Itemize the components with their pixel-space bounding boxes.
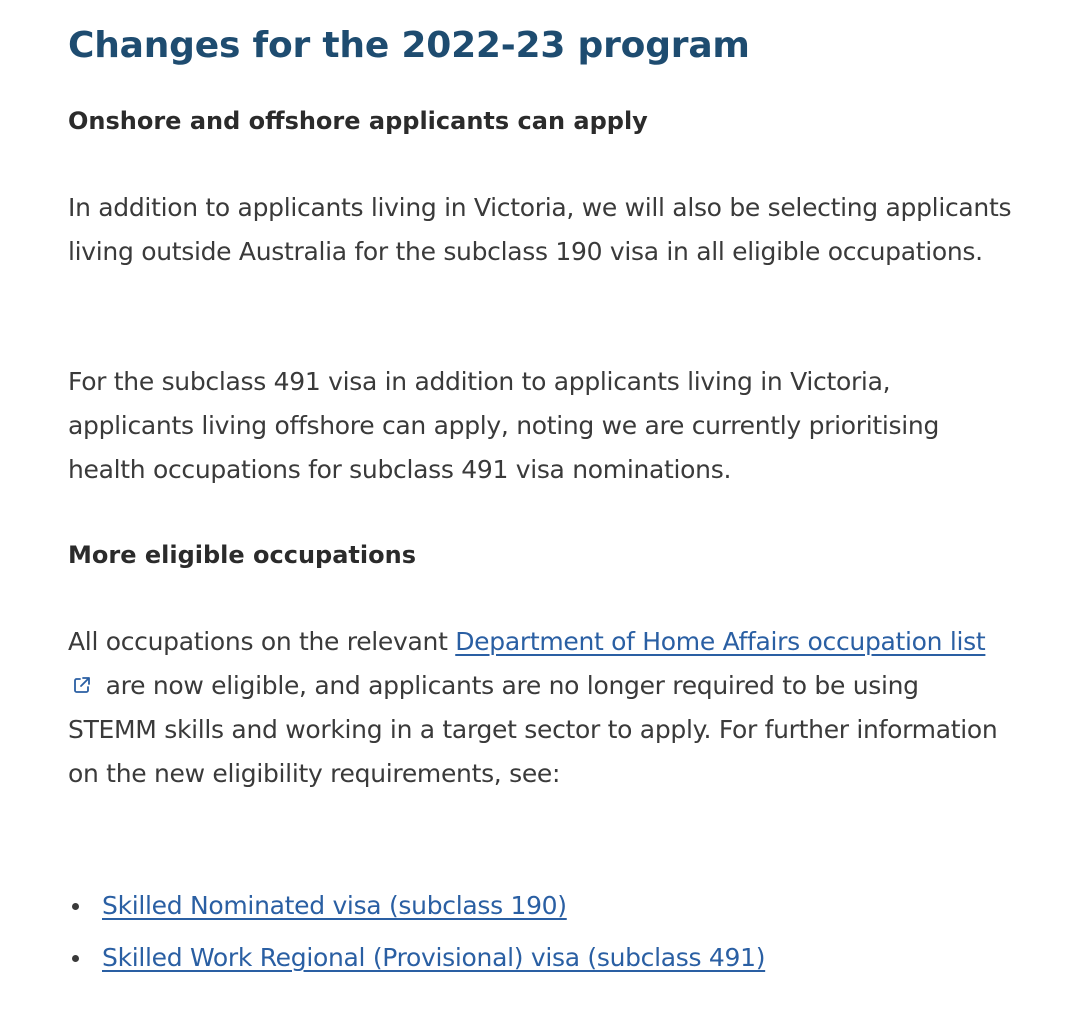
section-heading-eligible-occupations: More eligible occupations — [68, 541, 416, 569]
visa-links-list — [66, 880, 765, 984]
paragraph-subclass-491: For the subclass 491 visa in addition to applicants living in Victoria, applicants living offshore can apply, noting we are currently prioritising health occupations for subclass 491 visa nominations. — [68, 367, 940, 484]
home-affairs-occupation-list-link-label: Department of Home Affairs occupation list — [455, 627, 986, 656]
bullet-icon — [72, 955, 79, 962]
paragraph-occupations — [68, 620, 1013, 796]
paragraph-occupations-text-before: All occupations on the relevant — [68, 627, 456, 656]
section-heading-onshore-offshore: Onshore and offshore applicants can apply — [68, 107, 648, 135]
list-item — [66, 932, 765, 984]
paragraph-subclass-190: In addition to applicants living in Victoria, we will also be selecting applicants living outside Australia for the subclass 190 visa in all eligible occupations. — [68, 193, 1012, 266]
page-title: Changes for the 2022-23 program — [68, 25, 750, 66]
list-item — [66, 880, 765, 932]
external-link-icon — [72, 675, 92, 695]
bullet-icon — [72, 903, 79, 910]
skilled-work-regional-visa-491-link[interactable]: Skilled Work Regional (Provisional) visa (subclass 491) — [102, 943, 766, 972]
paragraph-occupations-text-after: are now eligible, and applicants are no longer required to be using STEMM skills and working in a target sector to apply. For further information on the new eligibility requirements, see: — [68, 671, 998, 788]
skilled-nominated-visa-190-link[interactable]: Skilled Nominated visa (subclass 190) — [102, 891, 567, 920]
